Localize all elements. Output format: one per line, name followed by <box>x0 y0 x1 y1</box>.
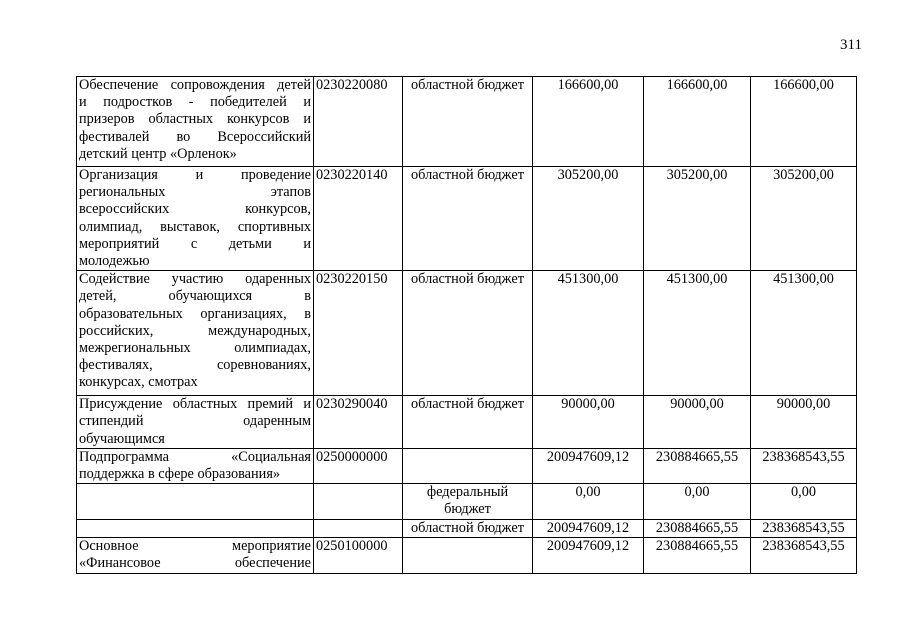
row-source-cell: областной бюджет <box>403 396 533 449</box>
row-name-line: и подростков - победителей и <box>79 94 311 111</box>
row-source-cell: областной бюджет <box>403 77 533 167</box>
row-value-2020-cell: 305200,00 <box>644 167 751 271</box>
row-value-2020-cell: 451300,00 <box>644 271 751 396</box>
row-value-2019-cell: 90000,00 <box>533 396 644 449</box>
table-row <box>77 77 857 167</box>
row-value-2019-cell: 166600,00 <box>533 77 644 167</box>
row-source-cell: федеральный бюджет <box>403 484 533 519</box>
row-name-line: поддержка в сфере образования» <box>79 466 281 483</box>
row-source-cell <box>403 537 533 573</box>
row-code-cell: 0230220140 <box>314 167 403 271</box>
table-row <box>77 519 857 537</box>
table-row <box>77 396 857 449</box>
row-name-line: российских, международных, <box>79 322 311 339</box>
row-value-2019-cell: 200947609,12 <box>533 448 644 483</box>
row-name-line: «Финансовое обеспечение <box>79 555 311 572</box>
table-row <box>77 271 857 396</box>
row-value-2021-cell: 166600,00 <box>751 77 857 167</box>
row-name-line: обучающимся <box>79 430 165 447</box>
row-name-line: Присуждение областных премий и <box>79 396 311 413</box>
row-name-line: мероприятий с детьми и <box>79 235 311 252</box>
row-value-2020-cell: 230884665,55 <box>644 537 751 573</box>
row-name-cell <box>77 537 314 573</box>
row-code-cell <box>314 484 403 519</box>
row-name-line: всероссийских конкурсов, <box>79 201 311 218</box>
row-name-line: межрегиональных олимпиадах, <box>79 340 311 357</box>
row-value-2019-cell: 200947609,12 <box>533 519 644 537</box>
row-name-cell <box>77 77 314 167</box>
row-name-line: конкурсах, смотрах <box>79 374 198 391</box>
table-row <box>77 448 857 483</box>
row-source-cell: областной бюджет <box>403 271 533 396</box>
row-name-cell <box>77 484 314 519</box>
row-source-cell: областной бюджет <box>403 167 533 271</box>
row-value-2020-cell: 166600,00 <box>644 77 751 167</box>
row-code-cell <box>314 519 403 537</box>
row-value-2020-cell: 230884665,55 <box>644 448 751 483</box>
row-name-cell <box>77 396 314 449</box>
table-row <box>77 537 857 573</box>
row-value-2021-cell: 90000,00 <box>751 396 857 449</box>
row-code-cell: 0230290040 <box>314 396 403 449</box>
row-value-2021-cell: 0,00 <box>751 484 857 519</box>
table-body <box>77 77 857 574</box>
table-row <box>77 167 857 271</box>
row-source-cell: областной бюджет <box>403 519 533 537</box>
row-name-line: Подпрограмма «Социальная <box>79 448 311 465</box>
row-name-line: олимпиад, выставок, спортивных <box>79 218 311 235</box>
row-value-2021-cell: 238368543,55 <box>751 519 857 537</box>
row-name-line: фестивалях, соревнованиях, <box>79 357 311 374</box>
row-code-cell: 0230220150 <box>314 271 403 396</box>
row-value-2021-cell: 305200,00 <box>751 167 857 271</box>
row-name-cell <box>77 271 314 396</box>
row-name-line: молодежью <box>79 253 150 270</box>
row-code-cell: 0250100000 <box>314 537 403 573</box>
row-name-line: детей, обучающихся в <box>79 288 311 305</box>
budget-table <box>76 76 857 574</box>
table-row <box>77 484 857 519</box>
row-name-line: детский центр «Орленок» <box>79 145 237 162</box>
row-name-line: Обеспечение сопровождения детей <box>79 77 311 93</box>
row-value-2021-cell: 238368543,55 <box>751 448 857 483</box>
row-value-2019-cell: 305200,00 <box>533 167 644 271</box>
row-value-2021-cell: 451300,00 <box>751 271 857 396</box>
row-name-cell <box>77 167 314 271</box>
row-value-2020-cell: 90000,00 <box>644 396 751 449</box>
row-value-2019-cell: 451300,00 <box>533 271 644 396</box>
row-value-2020-cell: 0,00 <box>644 484 751 519</box>
row-name-line: призеров областных конкурсов и <box>79 111 311 128</box>
row-name-line: фестивалей во Всероссийский <box>79 128 311 145</box>
row-name-line: образовательных организациях, в <box>79 305 311 322</box>
row-name-cell <box>77 519 314 537</box>
row-code-cell: 0230220080 <box>314 77 403 167</box>
row-name-line: Основное мероприятие <box>79 537 311 554</box>
row-code-cell: 0250000000 <box>314 448 403 483</box>
row-name-cell <box>77 448 314 483</box>
row-name-line: региональных этапов <box>79 184 311 201</box>
row-value-2021-cell: 238368543,55 <box>751 537 857 573</box>
row-name-line: Организация и проведение <box>79 167 311 183</box>
row-name-line: Содействие участию одаренных <box>79 271 311 288</box>
row-value-2019-cell: 200947609,12 <box>533 537 644 573</box>
row-name-line: стипендий одаренным <box>79 413 311 430</box>
row-value-2020-cell: 230884665,55 <box>644 519 751 537</box>
row-value-2019-cell: 0,00 <box>533 484 644 519</box>
row-source-cell <box>403 448 533 483</box>
page-number: 311 <box>840 37 862 53</box>
